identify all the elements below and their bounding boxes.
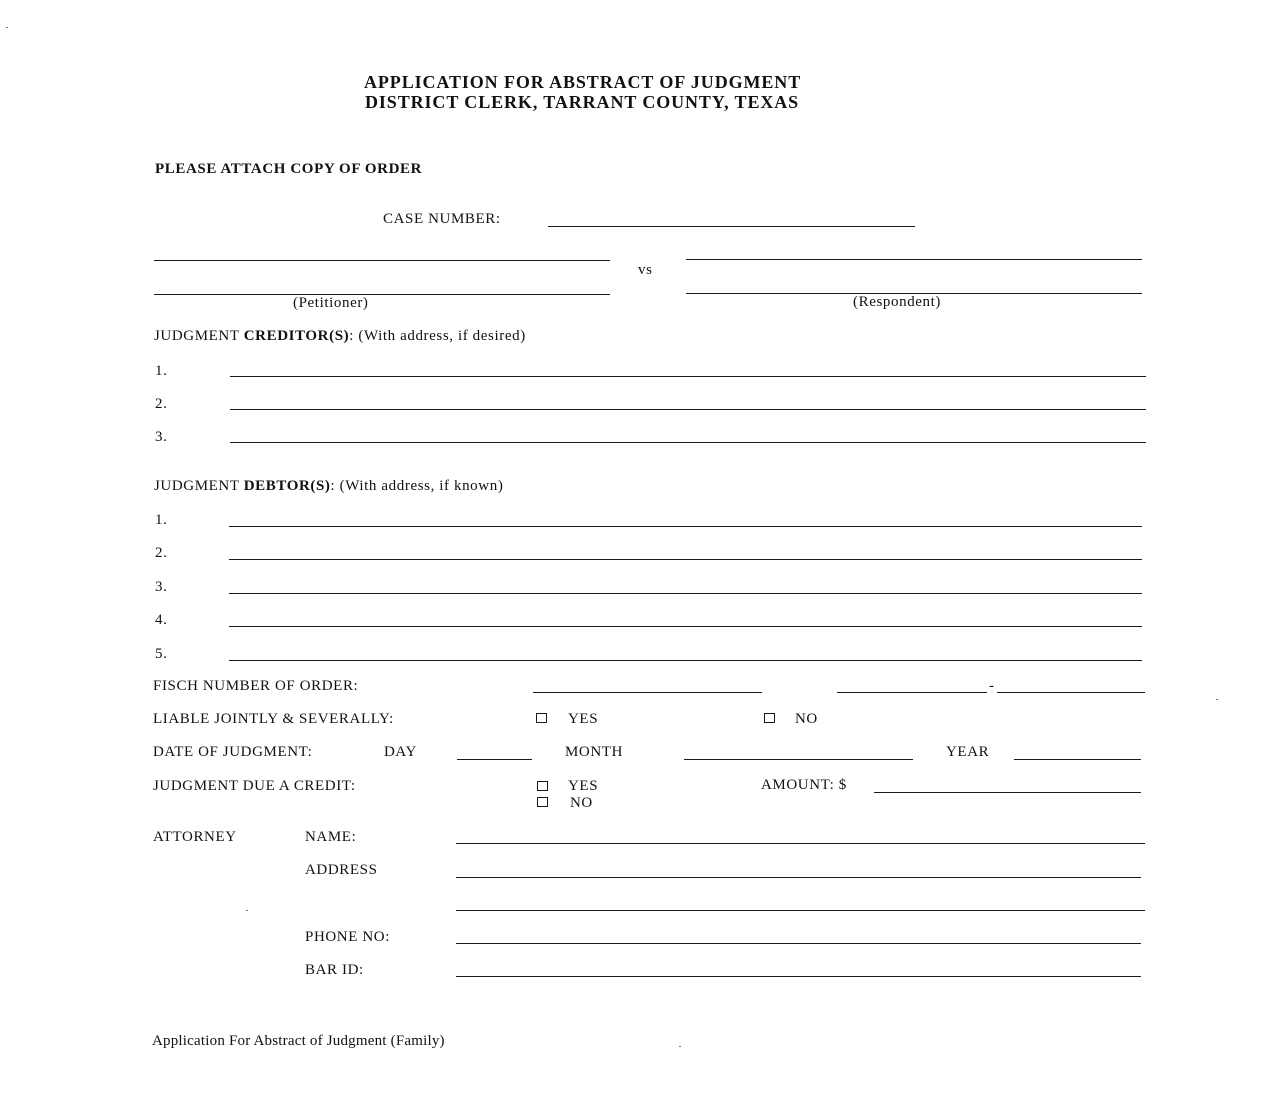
judgment-debtors-heading: JUDGMENT DEBTOR(S): (With address, if known) <box>154 478 504 494</box>
attorney-address-label: ADDRESS <box>305 862 378 878</box>
form-title-line2: DISTRICT CLERK, TARRANT COUNTY, TEXAS <box>365 92 800 112</box>
attach-order-instruction: PLEASE ATTACH COPY OF ORDER <box>155 161 423 177</box>
day-field[interactable] <box>457 759 532 760</box>
debtor-row-number: 2. <box>155 545 168 561</box>
credit-yes-label: YES <box>568 778 599 794</box>
case-number-field[interactable] <box>548 226 915 227</box>
scan-speck <box>679 1046 681 1047</box>
year-field[interactable] <box>1014 759 1141 760</box>
creditor-row-number: 2. <box>155 396 168 412</box>
attorney-name-label: NAME: <box>305 829 357 845</box>
credit-yes-checkbox[interactable] <box>537 781 548 791</box>
attorney-phone-label: PHONE NO: <box>305 929 390 945</box>
scan-speck <box>6 27 8 28</box>
debtor-field-3[interactable] <box>229 593 1142 594</box>
attorney-address-field-1[interactable] <box>456 877 1141 878</box>
petitioner-field-line2[interactable] <box>154 294 610 295</box>
fisch-number-field-2[interactable] <box>837 692 987 693</box>
creditor-row-number: 1. <box>155 363 168 379</box>
versus-label: vs <box>638 262 653 278</box>
attorney-bar-id-label: BAR ID: <box>305 962 364 978</box>
year-label: YEAR <box>946 744 990 760</box>
debtor-row-number: 5. <box>155 646 168 662</box>
petitioner-label: (Petitioner) <box>293 295 369 311</box>
creditor-field-2[interactable] <box>230 409 1146 410</box>
attorney-label: ATTORNEY <box>153 829 237 845</box>
respondent-label: (Respondent) <box>853 294 942 310</box>
debtor-row-number: 1. <box>155 512 168 528</box>
date-of-judgment-label: DATE OF JUDGMENT: <box>153 744 313 760</box>
fisch-number-field-3[interactable] <box>997 692 1145 693</box>
scan-speck <box>246 910 248 911</box>
creditor-row-number: 3. <box>155 429 168 445</box>
judgment-creditors-heading: JUDGMENT CREDITOR(S): (With address, if desired) <box>154 328 526 344</box>
day-label: DAY <box>384 744 417 760</box>
attorney-address-field-2[interactable] <box>456 910 1145 911</box>
liable-yes-checkbox[interactable] <box>536 713 547 723</box>
credit-no-checkbox[interactable] <box>537 797 548 807</box>
creditor-field-1[interactable] <box>230 376 1146 377</box>
fisch-number-separator: - <box>989 678 995 694</box>
liable-yes-label: YES <box>568 711 599 727</box>
case-number-label: CASE NUMBER: <box>383 211 501 227</box>
liable-no-label: NO <box>795 711 818 727</box>
fisch-number-field-1[interactable] <box>533 692 762 693</box>
respondent-field-line1[interactable] <box>686 259 1142 260</box>
attorney-phone-field[interactable] <box>456 943 1141 944</box>
fisch-number-label: FISCH NUMBER OF ORDER: <box>153 678 359 694</box>
liable-no-checkbox[interactable] <box>764 713 775 723</box>
debtor-field-2[interactable] <box>229 559 1142 560</box>
credit-no-label: NO <box>570 795 593 811</box>
debtor-row-number: 4. <box>155 612 168 628</box>
form-footer-title: Application For Abstract of Judgment (Family) <box>152 1033 445 1049</box>
liable-jointly-label: LIABLE JOINTLY & SEVERALLY: <box>153 711 394 727</box>
judgment-due-credit-label: JUDGMENT DUE A CREDIT: <box>153 778 356 794</box>
amount-label: AMOUNT: $ <box>761 777 847 793</box>
attorney-name-field[interactable] <box>456 843 1145 844</box>
scan-speck <box>1216 699 1218 700</box>
attorney-bar-id-field[interactable] <box>456 976 1141 977</box>
debtor-field-5[interactable] <box>229 660 1142 661</box>
month-label: MONTH <box>565 744 623 760</box>
month-field[interactable] <box>684 759 913 760</box>
amount-field[interactable] <box>874 792 1141 793</box>
petitioner-field-line1[interactable] <box>154 260 610 261</box>
creditor-field-3[interactable] <box>230 442 1146 443</box>
debtor-field-4[interactable] <box>229 626 1142 627</box>
debtor-field-1[interactable] <box>229 526 1142 527</box>
form-title-line1: APPLICATION FOR ABSTRACT OF JUDGMENT <box>364 72 802 92</box>
debtor-row-number: 3. <box>155 579 168 595</box>
